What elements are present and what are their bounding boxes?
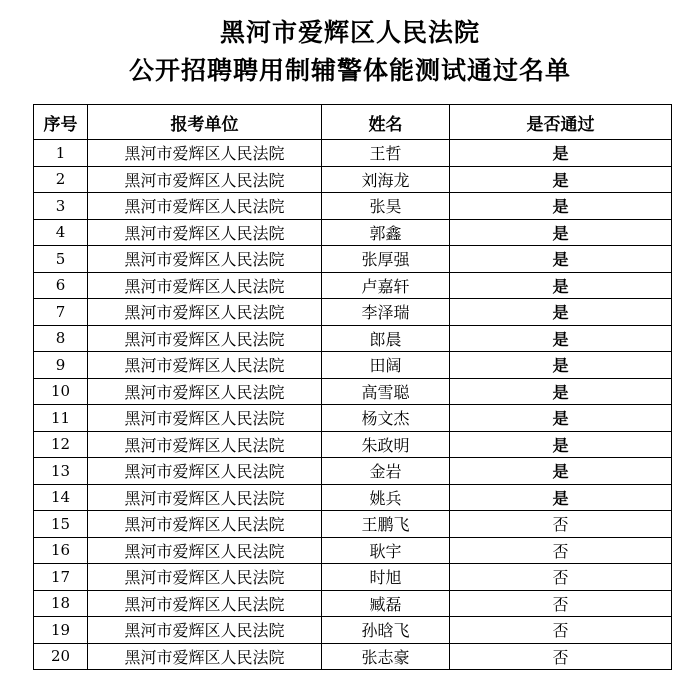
- name-cell: 时旭: [322, 564, 450, 591]
- table-row: [34, 590, 672, 617]
- passed-cell: 是: [450, 378, 672, 405]
- table-row: [34, 219, 672, 246]
- seq-cell: 17: [34, 564, 88, 591]
- seq-cell: 4: [34, 219, 88, 246]
- document-title: [0, 14, 700, 90]
- passed-cell: 是: [450, 405, 672, 432]
- name-cell: 田阔: [322, 352, 450, 379]
- passed-cell: 否: [450, 511, 672, 538]
- passed-cell: 是: [450, 484, 672, 511]
- passed-cell: 是: [450, 219, 672, 246]
- table-row: [34, 166, 672, 193]
- name-cell: 耿宇: [322, 537, 450, 564]
- name-cell: 刘海龙: [322, 166, 450, 193]
- passed-cell: 否: [450, 537, 672, 564]
- passed-cell: 是: [450, 272, 672, 299]
- passed-cell: 是: [450, 299, 672, 326]
- name-cell: 孙晗飞: [322, 617, 450, 644]
- name-cell: 张志豪: [322, 643, 450, 670]
- passed-cell: 是: [450, 193, 672, 220]
- seq-cell: 12: [34, 431, 88, 458]
- seq-cell: 5: [34, 246, 88, 273]
- seq-cell: 6: [34, 272, 88, 299]
- passed-cell: 是: [450, 140, 672, 167]
- passed-cell: 是: [450, 352, 672, 379]
- unit-cell: 黑河市爱辉区人民法院: [88, 325, 322, 352]
- unit-cell: 黑河市爱辉区人民法院: [88, 378, 322, 405]
- unit-cell: 黑河市爱辉区人民法院: [88, 643, 322, 670]
- table-body: [34, 140, 672, 670]
- passed-cell: 是: [450, 458, 672, 485]
- table-row: [34, 352, 672, 379]
- seq-cell: 10: [34, 378, 88, 405]
- passed-cell: 是: [450, 431, 672, 458]
- name-cell: 臧磊: [322, 590, 450, 617]
- table-row: [34, 272, 672, 299]
- header-seq: 序号: [34, 105, 88, 140]
- pass-list-table: [33, 104, 672, 670]
- seq-cell: 2: [34, 166, 88, 193]
- unit-cell: 黑河市爱辉区人民法院: [88, 193, 322, 220]
- unit-cell: 黑河市爱辉区人民法院: [88, 166, 322, 193]
- title-line-1: 黑河市爱辉区人民法院: [219, 18, 480, 47]
- unit-cell: 黑河市爱辉区人民法院: [88, 352, 322, 379]
- name-cell: 张厚强: [322, 246, 450, 273]
- header-unit: 报考单位: [88, 105, 322, 140]
- unit-cell: 黑河市爱辉区人民法院: [88, 299, 322, 326]
- name-cell: 卢嘉轩: [322, 272, 450, 299]
- passed-cell: 是: [450, 325, 672, 352]
- name-cell: 李泽瑞: [322, 299, 450, 326]
- seq-cell: 20: [34, 643, 88, 670]
- name-cell: 郎晨: [322, 325, 450, 352]
- table-row: [34, 537, 672, 564]
- title-line-2: 公开招聘聘用制辅警体能测试通过名单: [128, 56, 571, 85]
- unit-cell: 黑河市爱辉区人民法院: [88, 484, 322, 511]
- name-cell: 姚兵: [322, 484, 450, 511]
- table-row: [34, 643, 672, 670]
- seq-cell: 7: [34, 299, 88, 326]
- name-cell: 朱政明: [322, 431, 450, 458]
- seq-cell: 3: [34, 193, 88, 220]
- name-cell: 张昊: [322, 193, 450, 220]
- passed-cell: 是: [450, 166, 672, 193]
- table-row: [34, 246, 672, 273]
- table-header-row: [34, 105, 672, 140]
- unit-cell: 黑河市爱辉区人民法院: [88, 140, 322, 167]
- seq-cell: 14: [34, 484, 88, 511]
- name-cell: 金岩: [322, 458, 450, 485]
- header-passed: 是否通过: [450, 105, 672, 140]
- table-row: [34, 378, 672, 405]
- table-row: [34, 617, 672, 644]
- passed-cell: 否: [450, 590, 672, 617]
- table-row: [34, 405, 672, 432]
- unit-cell: 黑河市爱辉区人民法院: [88, 272, 322, 299]
- seq-cell: 19: [34, 617, 88, 644]
- table-row: [34, 458, 672, 485]
- seq-cell: 9: [34, 352, 88, 379]
- table-row: [34, 140, 672, 167]
- seq-cell: 18: [34, 590, 88, 617]
- unit-cell: 黑河市爱辉区人民法院: [88, 219, 322, 246]
- table-row: [34, 564, 672, 591]
- name-cell: 王哲: [322, 140, 450, 167]
- unit-cell: 黑河市爱辉区人民法院: [88, 537, 322, 564]
- seq-cell: 8: [34, 325, 88, 352]
- table-row: [34, 511, 672, 538]
- table-row: [34, 484, 672, 511]
- seq-cell: 13: [34, 458, 88, 485]
- seq-cell: 15: [34, 511, 88, 538]
- seq-cell: 1: [34, 140, 88, 167]
- table-row: [34, 431, 672, 458]
- unit-cell: 黑河市爱辉区人民法院: [88, 458, 322, 485]
- unit-cell: 黑河市爱辉区人民法院: [88, 511, 322, 538]
- passed-cell: 是: [450, 246, 672, 273]
- passed-cell: 否: [450, 643, 672, 670]
- table-row: [34, 193, 672, 220]
- unit-cell: 黑河市爱辉区人民法院: [88, 405, 322, 432]
- header-name: 姓名: [322, 105, 450, 140]
- unit-cell: 黑河市爱辉区人民法院: [88, 617, 322, 644]
- seq-cell: 11: [34, 405, 88, 432]
- unit-cell: 黑河市爱辉区人民法院: [88, 564, 322, 591]
- passed-cell: 否: [450, 564, 672, 591]
- table-row: [34, 299, 672, 326]
- passed-cell: 否: [450, 617, 672, 644]
- unit-cell: 黑河市爱辉区人民法院: [88, 246, 322, 273]
- seq-cell: 16: [34, 537, 88, 564]
- name-cell: 杨文杰: [322, 405, 450, 432]
- table-row: [34, 325, 672, 352]
- name-cell: 郭鑫: [322, 219, 450, 246]
- name-cell: 王鹏飞: [322, 511, 450, 538]
- unit-cell: 黑河市爱辉区人民法院: [88, 590, 322, 617]
- name-cell: 高雪聪: [322, 378, 450, 405]
- unit-cell: 黑河市爱辉区人民法院: [88, 431, 322, 458]
